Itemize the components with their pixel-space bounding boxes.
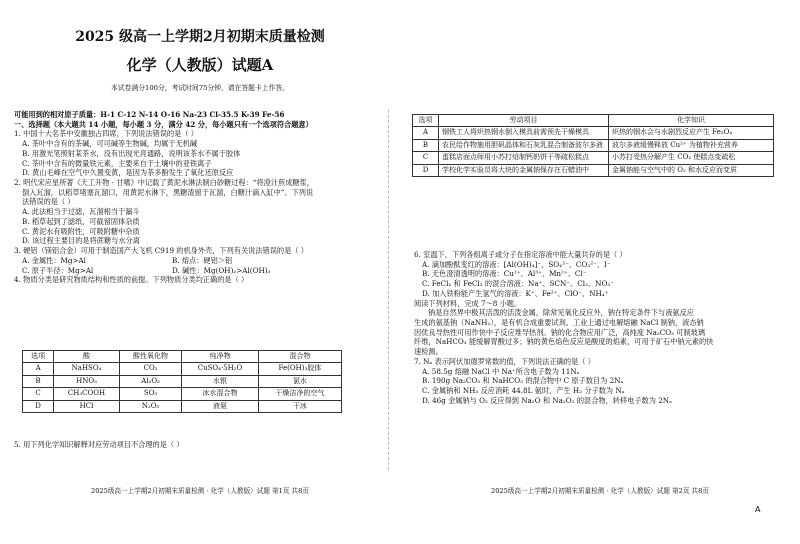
table-cell: 农民给作物施用胆矾晶体和石灰乳混合制备波尔多液 <box>439 139 609 151</box>
table-header-cell: 酸性氧化物 <box>119 351 181 363</box>
table-row <box>23 388 342 400</box>
material-paragraph: 因优良导热性可用作快中子反应堆导热剂。钠的化合物应用广泛，高纯度 Na₂CO₃ 可制玻璃 <box>414 327 706 337</box>
right-page <box>400 0 800 544</box>
q1-option-b: B. 用激光笔照射某茶水，没有出现光亮通路，说明该茶水不属于胶体 <box>22 148 241 158</box>
q3-option-b: B. 熔点：硬铝＞铝 <box>172 255 233 265</box>
exam-note: 本试卷满分100分，考试时间75分钟，请在答题卡上作答。 <box>111 84 289 92</box>
table-header-cell: 混合物 <box>258 351 341 363</box>
q7-option-b: B. 190g Na₂CO₃ 和 NaHCO₃ 的混合物中 C 原子数目为 2Nₐ <box>422 376 624 386</box>
page-divider <box>388 110 389 470</box>
table-cell: D <box>413 164 439 176</box>
q6-option-c: C. FeCl₂ 和 FeCl₃ 的混合溶液：Na⁺、SCN⁻、Cl₂、NO₃⁻ <box>422 279 615 289</box>
table-header-cell: 纯净物 <box>182 351 259 363</box>
table-cell: 小苏打受热分解产生 CO₂ 使糕点变疏松 <box>609 152 774 164</box>
table-cell: 蛋糕店面点师用小苏打焙制钙奶饼干等疏松糕点 <box>439 152 609 164</box>
q2-option-d: D. 该过程主要目的是将蔗糖与水分离 <box>22 236 140 246</box>
q3-options-cd <box>14 266 374 276</box>
labor-project-table <box>412 114 774 177</box>
table-header-cell: 劳动项目 <box>439 115 609 127</box>
table-cell: 学校化学实验员将大块的金属钠保存在石蜡油中 <box>439 164 609 176</box>
table-cell: HNO₃ <box>54 375 120 387</box>
table-cell: NaHSO₄ <box>54 363 120 375</box>
table-row <box>23 375 342 387</box>
table-cell: 干燥洁净的空气 <box>258 388 341 400</box>
table-cell: B <box>413 139 439 151</box>
q3-option-d: D. 碱性：Mg(OH)₂>Al(OH)₃ <box>172 265 271 275</box>
q2-option-a: A. 此法相当于过滤，瓦溜相当于漏斗 <box>22 207 140 217</box>
q7-option-c: C. 金属钠和 NH₃ 反应消耗 44.8L 氨时，产生 H₂ 分子数为 Nₐ <box>422 386 625 396</box>
table-cell: 氯水 <box>258 375 341 387</box>
exam-subtitle: 化学（人教版）试题A <box>126 56 274 74</box>
material-paragraph: 纤维，NaHCO₃ 能缓解胃酸过多；钠的黄色焰色反应是酸度的焰素，可用于矿石中钠元素的快 <box>414 337 714 347</box>
left-page <box>0 0 390 544</box>
reading-heading: 阅读下列材料，完成 7～8 小题。 <box>414 298 522 308</box>
table-cell: CH₃COOH <box>54 388 120 400</box>
table-cell: 波尔多液缓慢释放 Cu²⁺ 为植物补充营养 <box>609 139 774 151</box>
version-mark: A <box>755 505 761 514</box>
section-heading: 一、选择题（本大题共 14 小题，每小题 3 分，满分 42 分，每小题只有一个选项符合题意） <box>14 119 313 129</box>
question-1: 1. 中国十大名茶中安徽独占四席，下列说法错误的是（ ） <box>14 129 198 139</box>
question-3: 3. 硬铝（镁铝合金）可用于制造国产大飞机 C919 的机身外壳，下列有关说法错误的是（ ） <box>14 246 308 256</box>
exam-title: 2025 级高一上学期2月初期末质量检测 <box>75 29 325 45</box>
atomic-masses: 可能用到的相对原子质量：H-1 C-12 N-14 O-16 Na-23 Cl-35.5 K-39 Fe-56 <box>14 110 285 119</box>
table-cell: Al₂O₃ <box>119 375 181 387</box>
q2-option-b: B. 稻草起到了滤纸，可截留固体杂质 <box>22 216 140 226</box>
table-cell: N₂O₅ <box>119 400 181 412</box>
table-row <box>413 152 774 164</box>
page-footer-2: 2025级高一上学期2月初期末质量检测 · 化学（人教版）试题 第2页 共8页 <box>491 487 709 495</box>
table-cell: A <box>23 363 54 375</box>
question-2: 2. 明代宋应星所著《天工开物 · 甘嗜》中记载了黄泥水淋法制白砂糖过程：“将澄汁煎成糖浆， <box>14 178 314 188</box>
q6-option-b: B. 无色澄清透明的溶液：Cu²⁺、Al³⁺、Mn²⁺、Cl⁻ <box>422 269 587 279</box>
table-cell: SO₃ <box>119 388 181 400</box>
table-header-cell: 选项 <box>413 115 439 127</box>
table-cell: C <box>23 388 54 400</box>
q7-option-a: A. 58.5g 熔融 NaCl 中 Na⁺所含电子数为 11Nₐ <box>422 366 580 376</box>
classification-table <box>22 350 342 413</box>
table-cell: 金属钠能与空气中的 O₂ 和水反应而变质 <box>609 164 774 176</box>
q6-option-a: A. 滴加酚酞变红的溶液：[Al(OH)₄]⁻、SO₄²⁻、CO₃²⁻、I⁻ <box>422 259 611 269</box>
q1-option-d: D. 黄山毛峰在空气中久置变黄，是因为茶多酚发生了氧化还原反应 <box>22 168 234 178</box>
table-cell: A <box>413 127 439 139</box>
q6-option-d: D. 加入铁粉能产生氢气的溶液：K⁺、Fe²⁺、ClO⁻、NH₄⁺ <box>422 288 609 298</box>
material-paragraph: 钠是自然界中极其活泼的活泼金属，除常见氧化反应外，钠在特定条件下与液氨反应 <box>428 308 694 318</box>
right-questions <box>414 250 774 406</box>
question-5-block <box>14 440 374 450</box>
q2-option-c: C. 黄泥水有吸附性，可吸附糖中杂质 <box>22 226 140 236</box>
q3-option-a: A. 金属性：Mg>Al <box>22 255 86 265</box>
table-row <box>413 139 774 151</box>
question-6: 6. 室温下，下列各组离子或分子在指定溶液中能大量共存的是（ ） <box>414 250 627 259</box>
table-header-row <box>23 351 342 363</box>
q1-option-a: A. 茶叶中含有的茶碱，可可碱等生物碱，均属于无机碱 <box>22 139 198 149</box>
table-cell: D <box>23 400 54 412</box>
question-2-cont: 法错误的是（ ） <box>22 197 75 207</box>
table-cell: 炽热的钢水会与水剧烈反应产生 Fe₃O₄ <box>609 127 774 139</box>
table-header-row <box>413 115 774 127</box>
material-paragraph: 生成的氨基钠（NaNH₂），是有机合成重要试剂。工业上通过电解熔融 NaCl 制钠，液态钠 <box>414 318 704 328</box>
table-cell: B <box>23 375 54 387</box>
table-cell: 冰水混合物 <box>182 388 259 400</box>
table-header-cell: 酸 <box>54 351 120 363</box>
q7-option-d: D. 46g 金属钠与 O₂ 反应得到 Na₂O 和 Na₂O₂ 的混合物，转移电子数为 2Nₐ <box>422 395 672 405</box>
question-7: 7. Nₐ 表示阿伏加德罗常数的值，下列说法正确的是（ ） <box>414 356 595 366</box>
table-header-cell: 化学知识 <box>609 115 774 127</box>
table-cell: 钢铁工人将炽热钢水倒入模具前需预先干燥模具 <box>439 127 609 139</box>
table-cell: 液氨 <box>182 400 259 412</box>
table-cell: C <box>413 152 439 164</box>
material-paragraph: 速检测。 <box>414 347 443 357</box>
table-cell: CuSO₄·5H₂O <box>182 363 259 375</box>
table-cell: 干冰 <box>258 400 341 412</box>
q3-options-ab <box>14 256 374 266</box>
question-4: 4. 物质分类是研究物质结构和性质的前提。下列物质分类均正确的是（ ） <box>14 275 249 285</box>
table-row <box>413 127 774 139</box>
table-row <box>413 164 774 176</box>
table-row <box>23 363 342 375</box>
question-5: 5. 用下列化学知识解释对应劳动项目不合理的是（ ） <box>14 440 184 449</box>
table-cell: Fe(OH)₃胶体 <box>258 363 341 375</box>
table-row <box>23 400 342 412</box>
table-cell: 水银 <box>182 375 259 387</box>
page-footer-1: 2025级高一上学期2月初期末质量检测 · 化学（人教版）试题 第1页 共8页 <box>91 487 309 495</box>
left-questions <box>14 110 374 285</box>
q3-option-c: C. 原子半径：Mg>Al <box>22 265 94 275</box>
question-2-cont: 倒入瓦溜，以稻草堵塞瓦溜口，用黄泥水淋下，黑糖渣留于瓦溜，白糖汁滴入缸中”。下列说 <box>22 187 314 197</box>
table-cell: CO₂ <box>119 363 181 375</box>
table-header-cell: 选项 <box>23 351 54 363</box>
table-cell: HCl <box>54 400 120 412</box>
q1-option-c: C. 茶叶中含有的微量铁元素，主要来自于土壤中的亚铁离子 <box>22 158 212 168</box>
